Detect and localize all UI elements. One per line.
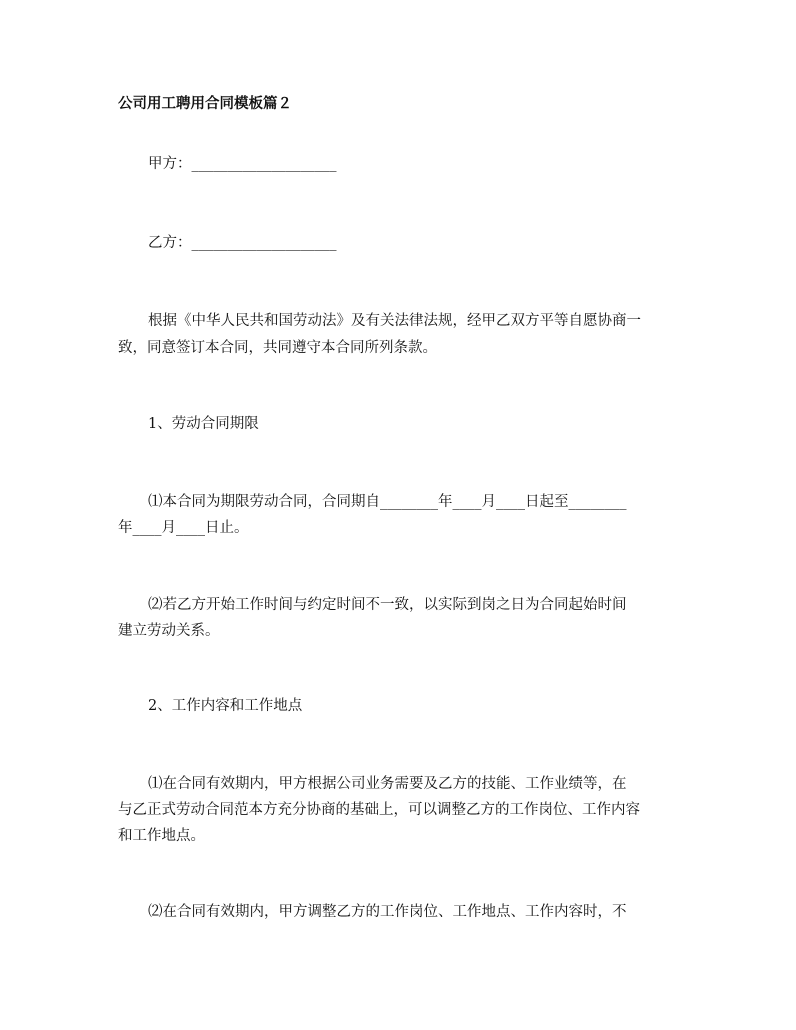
section-1-clause-2-line-2: 建立劳动关系。 (118, 623, 220, 639)
section-1-heading: 1、劳动合同期限 (148, 416, 259, 432)
document-title: 公司用工聘用合同模板篇２ (118, 96, 292, 112)
section-2-clause-2-line-1: ⑵在合同有效期内，甲方调整乙方的工作岗位、工作地点、工作内容时，不 (148, 904, 627, 920)
section-1-clause-2-line-1: ⑵若乙方开始工作时间与约定时间不一致，以实际到岗之日为合同起始时间 (148, 597, 627, 613)
section-2-clause-1-line-2: 与乙正式劳动合同范本方充分协商的基础上，可以调整乙方的工作岗位、工作内容 (118, 802, 640, 818)
section-1-clause-1-line-2: 年____月____日止。 (118, 520, 249, 536)
party-b-line: 乙方：____________________ (148, 235, 337, 251)
intro-line-2: 致，同意签订本合同，共同遵守本合同所列条款。 (118, 340, 437, 356)
intro-line-1: 根据《中华人民共和国劳动法》及有关法律法规，经甲乙双方平等自愿协商一 (148, 313, 641, 329)
section-1-clause-1-line-1: ⑴本合同为期限劳动合同，合同期自________年____月____日起至________ (148, 494, 627, 510)
section-2-clause-1-line-1: ⑴在合同有效期内，甲方根据公司业务需要及乙方的技能、工作业绩等，在 (148, 776, 627, 792)
section-2-heading: 2、工作内容和工作地点 (148, 698, 303, 714)
section-2-clause-1-line-3: 和工作地点。 (118, 828, 205, 844)
party-a-line: 甲方：____________________ (148, 156, 337, 172)
